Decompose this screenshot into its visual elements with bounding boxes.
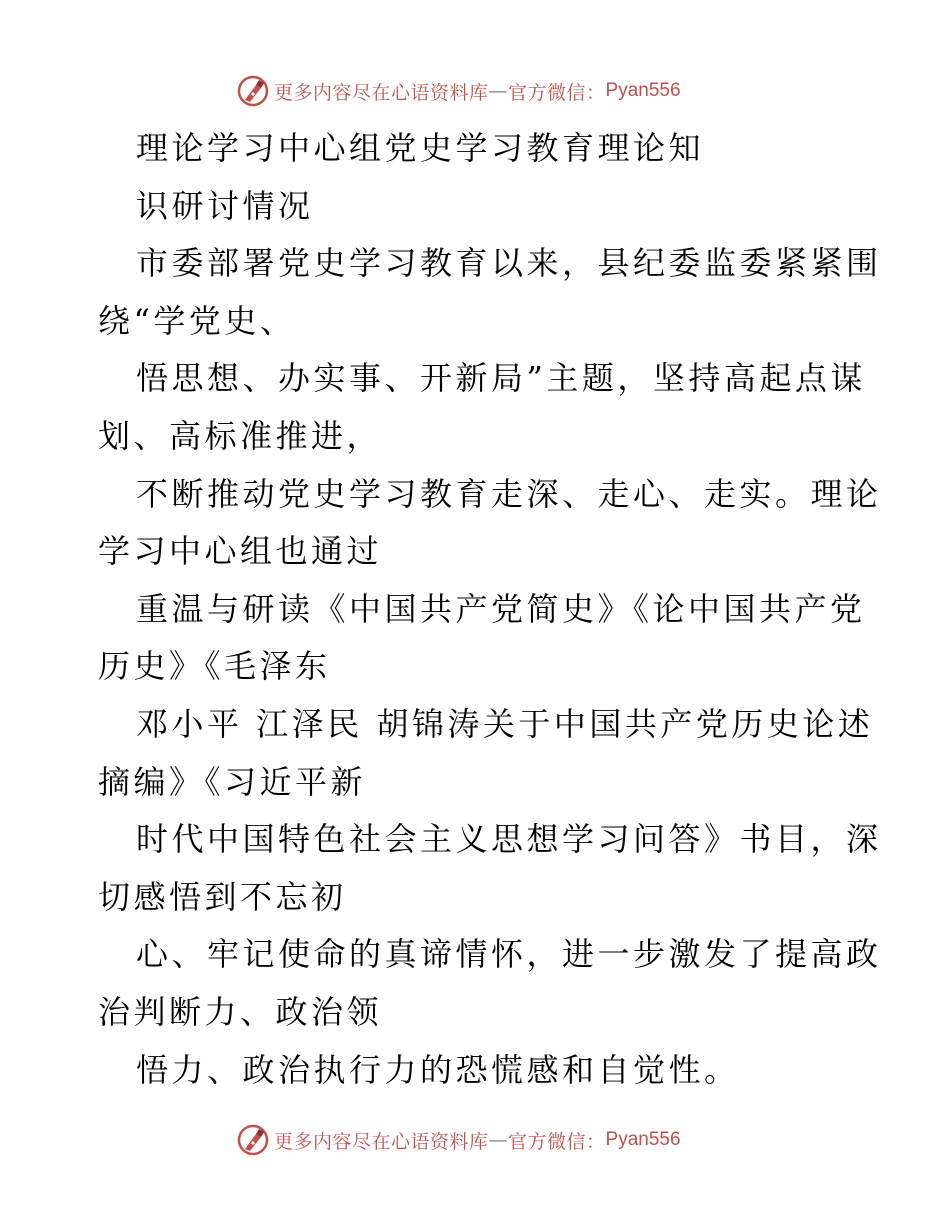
watermark-separator: — (488, 1129, 509, 1151)
document-body (98, 120, 882, 1099)
paragraph-line: 邓小平 江泽民 胡锦涛关于中国共产党历史论述 (136, 704, 874, 743)
paragraph-line: 心、牢记使命的真谛情怀，进一步激发了提高政 (136, 935, 882, 974)
paragraph-line: 不断推动党史学习教育走深、走心、走实。理论 (136, 474, 882, 513)
document-title-line: 理论学习中心组党史学习教育理论知 (136, 129, 705, 167)
pen-nib-logo-icon (236, 1123, 270, 1157)
watermark-separator: — (488, 80, 509, 102)
paragraph-line: 时代中国特色社会主义思想学习问答》书目，深 (136, 820, 882, 859)
watermark-text: 更多内容尽在心语资料库 (274, 81, 489, 104)
paragraph-line: 摘编》《习近平新 (98, 762, 367, 801)
watermark-wechat-id: Pyan556 (605, 80, 681, 101)
paragraph-line: 学习中心组也通过 (98, 532, 383, 571)
watermark-wechat-label: 官方微信： (508, 1130, 606, 1153)
paragraph-line: 历史》《毛泽东 (98, 647, 331, 686)
document-title-line: 识研讨情况 (136, 186, 314, 225)
paragraph-line: 绕“学党史、 (98, 301, 296, 340)
watermark-wechat-label: 官方微信： (508, 81, 606, 104)
paragraph-line: 切感悟到不忘初 (98, 877, 347, 916)
watermark-wechat-id: Pyan556 (605, 1129, 681, 1150)
paragraph-line: 划、高标准推进， (98, 416, 383, 455)
pen-nib-logo-icon (236, 74, 270, 108)
paragraph-line: 重温与研读《中国共产党简史》《论中国共产党 (136, 589, 866, 628)
paragraph-line: 市委部署党史学习教育以来，县纪委监委紧紧围 (136, 244, 882, 283)
watermark-footer (236, 1123, 681, 1157)
paragraph-line: 悟思想、办实事、开新局”主题，坚持高起点谋 (136, 359, 866, 398)
paragraph-line: 悟力、政治执行力的恐慌感和自觉性。 (136, 1050, 740, 1089)
watermark-header (236, 74, 681, 108)
paragraph-line: 治判断力、政治领 (98, 992, 383, 1031)
watermark-text: 更多内容尽在心语资料库 (274, 1130, 489, 1153)
